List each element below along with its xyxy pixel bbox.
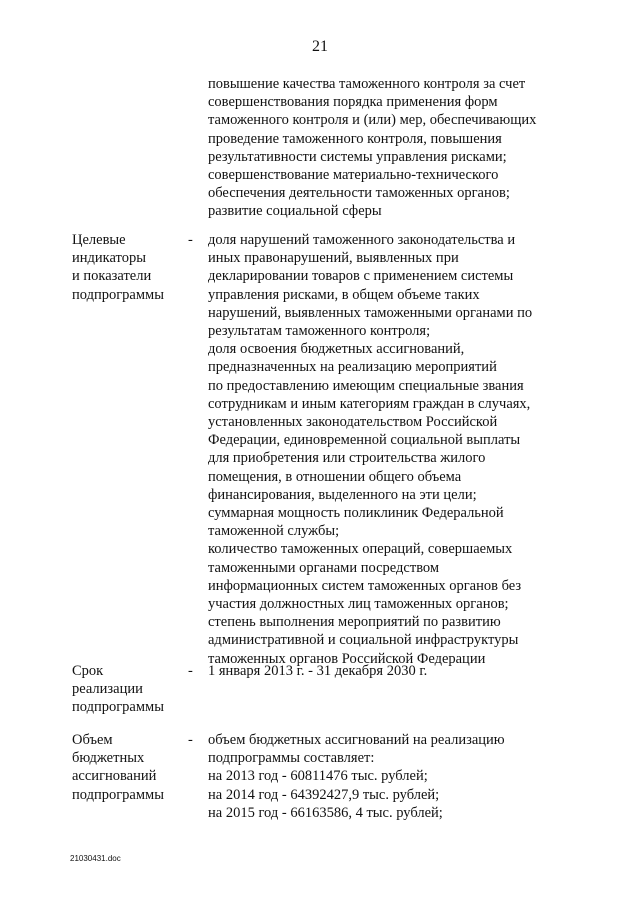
targets-line: финансирования, выделенного на эти цели; bbox=[208, 486, 477, 503]
budget-dash: - bbox=[188, 732, 193, 748]
targets-line: установленных законодательством Российской bbox=[208, 414, 498, 431]
targets-line: управления рисками, в общем объеме таких bbox=[208, 286, 480, 303]
document-filename: 21030431.doc bbox=[70, 854, 121, 863]
term-label-line: подпрограммы bbox=[72, 699, 164, 716]
intro-line: совершенствование материально-технического bbox=[208, 167, 499, 184]
targets-line: декларировании товаров с применением системы bbox=[208, 268, 514, 285]
targets-label-line: подпрограммы bbox=[72, 286, 164, 303]
intro-line: развитие социальной сферы bbox=[208, 203, 382, 220]
targets-content bbox=[208, 231, 572, 668]
targets-dash: - bbox=[188, 232, 193, 248]
targets-line: таможенной службы; bbox=[208, 523, 340, 540]
intro-line: повышение качества таможенного контроля за счет bbox=[208, 76, 526, 92]
budget-line: объем бюджетных ассигнований на реализацию bbox=[208, 732, 505, 748]
intro-line: совершенствования порядка применения форм bbox=[208, 94, 498, 111]
page-number: 21 bbox=[312, 38, 328, 55]
targets-line: таможенных органов Российской Федерации bbox=[208, 650, 486, 667]
targets-line: по предоставлению имеющим специальные звания bbox=[208, 377, 524, 394]
intro-line: обеспечения деятельности таможенных органов; bbox=[208, 185, 510, 202]
targets-line: Федерации, единовременной социальной выплаты bbox=[208, 432, 521, 449]
targets-line: степень выполнения мероприятий по развитию bbox=[208, 614, 501, 631]
targets-label-line: Целевые bbox=[72, 232, 126, 248]
targets-line: таможенными органами посредством bbox=[208, 559, 440, 576]
intro-paragraph bbox=[208, 75, 568, 221]
intro-line: таможенного контроля и (или) мер, обеспечивающих bbox=[208, 112, 537, 129]
budget-label-line: бюджетных bbox=[72, 750, 145, 767]
intro-line: результативности системы управления рисками; bbox=[208, 148, 507, 165]
term-dash: - bbox=[188, 663, 193, 679]
term-line: 1 января 2013 г. - 31 декабря 2030 г. bbox=[208, 663, 428, 679]
targets-line: предназначенных на реализацию мероприятий bbox=[208, 359, 497, 376]
targets-line: суммарная мощность поликлиник Федеральной bbox=[208, 505, 504, 522]
term-content bbox=[208, 662, 572, 680]
budget-line: на 2015 год - 66163586, 4 тыс. рублей; bbox=[208, 804, 443, 821]
intro-line: проведение таможенного контроля, повышения bbox=[208, 130, 502, 147]
budget-label-line: подпрограммы bbox=[72, 786, 164, 803]
targets-line: нарушений, выявленных таможенными органами по bbox=[208, 304, 533, 321]
targets-label-line: и показатели bbox=[72, 268, 152, 285]
budget-label bbox=[72, 731, 182, 804]
budget-line: на 2014 год - 64392427,9 тыс. рублей; bbox=[208, 786, 440, 803]
budget-label-line: ассигнований bbox=[72, 768, 157, 785]
budget-content bbox=[208, 731, 572, 822]
targets-line: сотрудникам и иным категориям граждан в случаях, bbox=[208, 395, 531, 412]
targets-line: иных правонарушений, выявленных при bbox=[208, 250, 459, 267]
targets-line: количество таможенных операций, совершаемых bbox=[208, 541, 513, 558]
term-label-line: Срок bbox=[72, 663, 104, 679]
targets-line: административной и социальной инфраструктуры bbox=[208, 632, 519, 649]
targets-line: информационных систем таможенных органов без bbox=[208, 577, 522, 594]
targets-line: доля освоения бюджетных ассигнований, bbox=[208, 341, 465, 358]
term-label bbox=[72, 662, 182, 717]
targets-line: для приобретения или строительства жилого bbox=[208, 450, 486, 467]
targets-label-line: индикаторы bbox=[72, 250, 146, 267]
targets-line: помещения, в отношении общего объема bbox=[208, 468, 462, 485]
targets-line: доля нарушений таможенного законодательства и bbox=[208, 232, 516, 248]
targets-label bbox=[72, 231, 182, 304]
budget-label-line: Объем bbox=[72, 732, 113, 748]
budget-line: на 2013 год - 60811476 тыс. рублей; bbox=[208, 768, 428, 785]
budget-line: подпрограммы составляет: bbox=[208, 750, 375, 767]
targets-line: результатам таможенного контроля; bbox=[208, 323, 431, 340]
targets-line: участия должностных лиц таможенных органов; bbox=[208, 596, 509, 613]
term-label-line: реализации bbox=[72, 681, 143, 698]
